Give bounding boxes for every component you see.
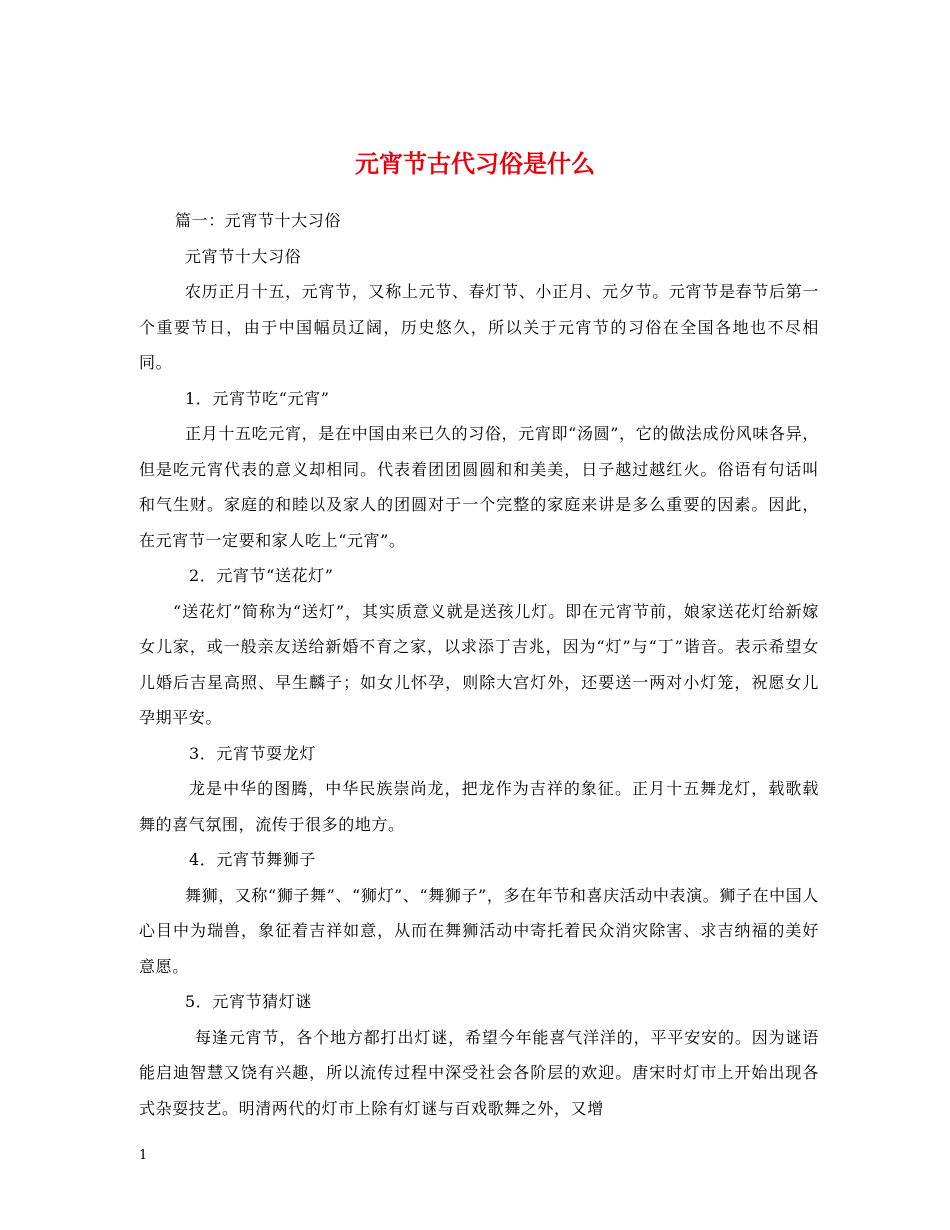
page-title: 元宵节古代习俗是什么 [355,150,595,179]
body-paragraph: 舞狮，又称“狮子舞”、“狮灯”、“舞狮子”，多在年节和喜庆活动中表演。狮子在中国人心目中为瑞兽，象征着吉祥如意，从而在舞狮活动中寄托着民众消灾除害、求吉纳福的美好意愿。 [139,885,819,976]
body-paragraph: 每逢元宵节，各个地方都打出灯谜，希望今年能喜气洋洋的，平平安安的。因为谜语能启迪智慧又饶有兴趣，所以流传过程中深受社会各阶层的欢迎。唐宋时灯市上开始出现各式杂耍技艺。明清两代的灯市上除有灯谜与百戏歌舞之外，又增 [139,1027,819,1118]
section-heading: 篇一：元宵节十大习俗 [175,211,342,230]
item-heading: 2．元宵节“送花灯” [189,566,334,585]
document-body [139,203,819,1126]
item-heading: 3．元宵节耍龙灯 [189,743,316,763]
page-number: 1 [139,1148,148,1163]
body-paragraph: 农历正月十五，元宵节，又称上元节、春灯节、小正月、元夕节。元宵节是春节后第一个重要节日，由于中国幅员辽阔，历史悠久，所以关于元宵节的习俗在全国各地也不尽相同。 [139,282,819,372]
body-paragraph: 龙是中华的图腾，中华民族崇尚龙，把龙作为吉祥的象征。正月十五舞龙灯，载歌载舞的喜气氛围，流传于很多的地方。 [139,779,819,834]
body-paragraph: 正月十五吃元宵，是在中国由来已久的习俗，元宵即“汤圆”，它的做法成份风味各异，但是吃元宵代表的意义却相同。代表着团团圆圆和和美美，日子越过越红火。俗语有句话叫和气生财。家庭的和睦以及家人的团圆对于一个完整的家庭来讲是多么重要的因素。因此，在元宵节一定要和家人吃上“元宵”。 [139,424,819,550]
item-heading: 4．元宵节舞狮子 [189,850,316,869]
item-heading: 1．元宵节吃“元宵” [185,388,330,408]
body-paragraph: “送花灯”简称为“送灯”，其实质意义就是送孩儿灯。即在元宵节前，娘家送花灯给新嫁女儿家，或一般亲友送给新婚不育之家，以求添丁吉兆，因为“灯”与“丁”谐音。表示希望女儿婚后吉星高照、早生麟子；如女儿怀孕，则除大宫灯外，还要送一两对小灯笼，祝愿女儿孕期平安。 [139,601,819,727]
subheading: 元宵节十大习俗 [185,246,302,266]
item-heading: 5．元宵节猜灯谜 [185,992,312,1011]
